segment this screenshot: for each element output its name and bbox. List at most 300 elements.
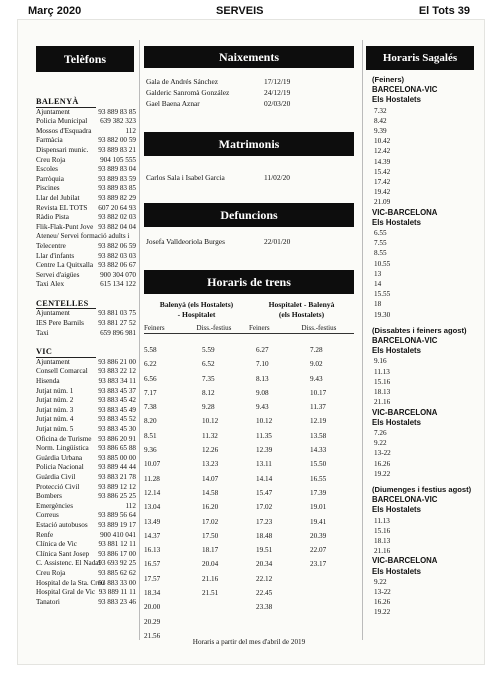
entry-name: Hospital Gral de Vic <box>36 588 96 597</box>
train-time: 23.17 <box>310 560 327 569</box>
train-time: 9.43 <box>256 403 269 412</box>
train-time: 13.23 <box>202 460 219 469</box>
route-name: VIC-BARCELONA <box>372 407 438 417</box>
entry-name: Ateneu/ Servei formació adults i <box>36 232 130 241</box>
entry-number: 93 889 12 12 <box>98 482 136 491</box>
entry-name: Guàrdia Urbana <box>36 453 83 462</box>
train-time: 6.52 <box>202 360 215 369</box>
phone-entry <box>36 569 136 579</box>
phone-entry <box>36 204 136 214</box>
entry-number: 93 889 83 85 <box>98 184 136 193</box>
phone-entry <box>36 194 136 204</box>
bus-time: 14.39 <box>374 157 391 166</box>
train-time: 21.51 <box>202 589 219 598</box>
col-feiners-1: Feiners <box>144 324 165 332</box>
train-time: 11.37 <box>310 403 326 412</box>
phone-entry <box>36 319 136 329</box>
entry-name: Creu Roja <box>36 155 66 164</box>
train-time: 6.56 <box>144 374 157 383</box>
entry-name: Flik-Flak-Punt Jove <box>36 222 94 231</box>
entry-name: Hisenda <box>36 377 60 386</box>
route-stop: Els Hostalets <box>372 505 421 515</box>
section-heading: CENTELLES <box>36 299 96 310</box>
entry-number: 93 889 82 29 <box>98 193 136 202</box>
phone-entry <box>36 415 136 425</box>
bus-time: 7.55 <box>374 239 387 248</box>
item-date: 11/02/20 <box>264 173 291 182</box>
train-time: 14.07 <box>202 474 219 483</box>
item-date: 24/12/19 <box>264 88 291 97</box>
entry-number: 93 889 44 44 <box>98 463 136 472</box>
phone-entry <box>36 377 136 387</box>
route2-line1: Hospitalet - Balenyà <box>268 300 335 309</box>
phone-directory <box>36 92 136 607</box>
train-time: 5.58 <box>144 346 157 354</box>
train-time: 7.35 <box>202 374 215 383</box>
item-date: 02/03/20 <box>264 99 291 108</box>
phone-entry <box>36 454 136 464</box>
entry-name: Guàrdia Civil <box>36 472 76 481</box>
entry-number: 93 886 21 00 <box>98 357 136 366</box>
entry-name: C. Assistenc. El Nadal <box>36 559 101 568</box>
train-time: 19.01 <box>310 503 327 512</box>
train-time: 10.17 <box>310 388 327 397</box>
list-item <box>146 236 324 247</box>
sagales-title: Horaris Sagalés <box>366 46 474 70</box>
entry-name: Jutjat núm. 3 <box>36 405 74 414</box>
item-date: 22/01/20 <box>264 237 291 246</box>
train-time: 17.02 <box>256 503 273 512</box>
route-stop: Els Hostalets <box>372 95 421 105</box>
train-time: 11.35 <box>256 431 272 440</box>
day-type: (Diumenges i festius agost) <box>372 484 472 494</box>
entry-number: 93 883 34 11 <box>98 377 136 386</box>
route2-line2: (els Hostalets) <box>278 310 325 319</box>
section-heading: VIC <box>36 347 96 358</box>
entry-name: Servei d'aigües <box>36 270 80 279</box>
phone-entry <box>36 232 136 242</box>
train-time: 9.36 <box>144 446 157 455</box>
col-festius-2: Diss.-festius <box>301 324 337 332</box>
route-name: BARCELONA-VIC <box>372 495 438 505</box>
train-time: 14.33 <box>310 446 327 455</box>
train-time: 12.26 <box>202 446 219 455</box>
bus-time: 8.42 <box>374 116 387 125</box>
train-time: 17.02 <box>202 517 219 526</box>
entry-number: 93 882 06 67 <box>98 261 136 270</box>
entry-name: Telecentre <box>36 241 66 250</box>
train-time: 14.58 <box>202 488 219 497</box>
train-time: 17.50 <box>202 531 219 540</box>
train-time: 12.14 <box>144 488 161 497</box>
defuncions-title: Defuncions <box>144 203 354 227</box>
train-time: 13.04 <box>144 503 161 512</box>
entry-name: Ajuntament <box>36 107 70 116</box>
entry-name: Centre La Quitxalla <box>36 261 94 270</box>
phone-entry <box>36 108 136 118</box>
train-time: 21.56 <box>144 631 161 640</box>
route-stop: Els Hostalets <box>372 346 421 356</box>
train-time: 20.34 <box>256 560 273 569</box>
entry-number: 93 882 06 59 <box>98 241 136 250</box>
matrimonis-list <box>146 172 324 183</box>
phone-entry <box>36 521 136 531</box>
route-name: VIC-BARCELONA <box>372 556 438 566</box>
train-time: 8.13 <box>256 374 269 383</box>
train-time: 8.20 <box>144 417 157 426</box>
train-header <box>144 300 354 334</box>
train-time: 17.39 <box>310 488 327 497</box>
bus-time: 9.22 <box>374 577 387 586</box>
bus-time: 10.42 <box>374 137 391 146</box>
list-item <box>146 172 324 183</box>
phone-entry <box>36 511 136 521</box>
entry-name: Correus <box>36 511 59 520</box>
entry-name: Emergències <box>36 501 73 510</box>
train-time: 17.57 <box>144 574 161 583</box>
entry-number: 93 881 03 75 <box>98 309 136 318</box>
bus-time: 8.55 <box>374 249 387 258</box>
bus-time: 10.55 <box>374 259 391 268</box>
train-time: 13.58 <box>310 431 327 440</box>
entry-number: 639 382 323 <box>100 117 136 126</box>
entry-number: 93 886 65 88 <box>98 444 136 453</box>
phone-entry <box>36 146 136 156</box>
train-time: 12.19 <box>310 417 327 426</box>
naixements-list <box>146 76 324 109</box>
item-name: Gael Baena Aznar <box>146 99 200 108</box>
phone-entry <box>36 559 136 569</box>
entry-number: 900 410 041 <box>100 530 136 539</box>
day-type: (Dissabtes i feiners agost) <box>372 325 467 335</box>
entry-number: 93 883 23 46 <box>98 597 136 606</box>
entry-number: 93 882 00 59 <box>98 136 136 145</box>
entry-name: Creu Roja <box>36 568 66 577</box>
item-name: Josefa Valldeoriola Burges <box>146 237 225 246</box>
entry-number: 93 882 02 03 <box>98 213 136 222</box>
col-festius-1: Diss.-festius <box>196 324 232 332</box>
bus-time: 9.22 <box>374 439 387 448</box>
bus-time: 15.42 <box>374 167 391 176</box>
entry-name: Escoles <box>36 165 58 174</box>
route-name: BARCELONA-VIC <box>372 336 438 346</box>
bus-time: 14 <box>374 280 382 289</box>
entry-name: Parròquia <box>36 174 64 183</box>
entry-name: Revista EL TOTS <box>36 203 88 212</box>
phone-entry <box>36 598 136 608</box>
entry-number: 93 883 22 12 <box>98 367 136 376</box>
matrimonis-title: Matrimonis <box>144 132 354 156</box>
phone-entry <box>36 483 136 493</box>
phone-entry <box>36 136 136 146</box>
train-time: 16.13 <box>144 546 161 555</box>
bus-time: 7.32 <box>374 106 387 115</box>
list-item <box>146 87 324 98</box>
bus-time: 21.16 <box>374 398 391 407</box>
entry-name: Hospital de la Sta. Creu <box>36 578 105 587</box>
entry-number: 93 889 83 85 <box>98 107 136 116</box>
train-time: 5.59 <box>202 346 215 354</box>
phone-entry <box>36 492 136 502</box>
bus-time: 19.42 <box>374 188 391 197</box>
train-time: 6.27 <box>256 346 269 354</box>
entry-number: 900 304 070 <box>100 270 136 279</box>
entry-number: 93 881 12 11 <box>98 540 136 549</box>
bus-time: 13 <box>374 269 382 278</box>
entry-number: 93 885 62 62 <box>98 568 136 577</box>
section-name: SERVEIS <box>216 5 264 17</box>
bus-time: 19.22 <box>374 608 391 617</box>
item-name: Gala de Andrés Sánchez <box>146 77 219 86</box>
entry-name: Norm. Lingüística <box>36 444 89 453</box>
entry-number: 93 886 17 00 <box>98 549 136 558</box>
entry-name: Dispensari munic. <box>36 145 89 154</box>
train-time: 7.38 <box>144 403 157 412</box>
phone-entry <box>36 502 136 512</box>
phone-entry <box>36 280 136 290</box>
train-time: 7.10 <box>256 360 269 369</box>
train-time: 22.12 <box>256 574 273 583</box>
phone-entry <box>36 213 136 223</box>
train-time: 16.55 <box>310 474 327 483</box>
train-time: 10.12 <box>202 417 219 426</box>
phone-entry <box>36 242 136 252</box>
phone-entry <box>36 261 136 271</box>
bus-time: 15.16 <box>374 377 391 386</box>
entry-name: Bombers <box>36 492 62 501</box>
entry-name: Protecció Civil <box>36 482 80 491</box>
bus-time: 13-22 <box>374 587 391 596</box>
entry-name: Piscines <box>36 184 60 193</box>
phone-entry <box>36 463 136 473</box>
bus-time: 18 <box>374 300 382 309</box>
train-time: 16.57 <box>144 560 161 569</box>
bus-time: 11.13 <box>374 367 390 376</box>
phone-entry <box>36 425 136 435</box>
bus-time: 9.16 <box>374 357 387 366</box>
train-time: 13.11 <box>256 460 272 469</box>
train-time: 10.07 <box>144 460 161 469</box>
bus-time: 19.22 <box>374 469 391 478</box>
entry-number: 112 <box>125 501 136 510</box>
entry-name: Jutjat núm. 4 <box>36 415 74 424</box>
phone-entry <box>36 444 136 454</box>
train-time: 20.04 <box>202 560 219 569</box>
column-divider <box>362 40 363 640</box>
entry-name: Llar d'infants <box>36 251 75 260</box>
phone-entry <box>36 223 136 233</box>
entry-name: Tanatori <box>36 597 60 606</box>
phone-entry <box>36 309 136 319</box>
defuncions-list <box>146 236 324 247</box>
route1-line1: Balenyà (els Hostalets) <box>159 300 234 309</box>
train-time: 7.17 <box>144 388 157 397</box>
phone-entry <box>36 579 136 589</box>
bus-time: 16.26 <box>374 598 391 607</box>
train-time: 9.08 <box>256 388 269 397</box>
train-time: 8.12 <box>202 388 215 397</box>
entry-number: 93 889 83 04 <box>98 165 136 174</box>
train-time: 22.45 <box>256 589 273 598</box>
list-item <box>146 98 324 109</box>
item-name: Carlos Sala i Isabel Garcia <box>146 173 225 182</box>
entry-number: 93 883 33 00 <box>98 578 136 587</box>
issue-date: Març 2020 <box>28 5 82 17</box>
entry-name: Ajuntament <box>36 357 70 366</box>
train-time: 19.41 <box>310 517 327 526</box>
entry-name: Farmàcia <box>36 136 63 145</box>
entry-name: Ajuntament <box>36 309 70 318</box>
entry-number: 93 882 04 04 <box>98 222 136 231</box>
train-time: 9.43 <box>310 374 323 383</box>
train-time: 12.39 <box>256 446 273 455</box>
train-column <box>310 343 326 572</box>
item-date: 17/12/19 <box>264 77 291 86</box>
train-time: 20.39 <box>310 531 327 540</box>
entry-number <box>96 232 136 242</box>
bus-time: 15.55 <box>374 290 391 299</box>
page-header <box>18 2 484 20</box>
train-column <box>256 343 272 615</box>
phone-entry <box>36 175 136 185</box>
phone-entry <box>36 117 136 127</box>
train-time: 7.28 <box>310 346 323 354</box>
col-feiners-2: Feiners <box>249 324 270 332</box>
bus-time: 9.39 <box>374 127 387 136</box>
train-time: 15.47 <box>256 488 273 497</box>
bus-time: 17.42 <box>374 178 391 187</box>
bus-time: 19.30 <box>374 310 391 319</box>
telefons-title: Telèfons <box>36 46 134 72</box>
phone-entry <box>36 156 136 166</box>
entry-name: Llar del Jubilat <box>36 193 80 202</box>
train-time: 16.20 <box>202 503 219 512</box>
entry-number: 93 883 45 37 <box>98 386 136 395</box>
phone-entry <box>36 329 136 339</box>
entry-number: 615 134 122 <box>100 280 136 289</box>
entry-number: 93 693 92 25 <box>98 559 136 568</box>
entry-name: Jutjat núm. 5 <box>36 425 74 433</box>
train-time: 21.16 <box>202 574 219 583</box>
bus-timetable <box>372 75 472 618</box>
phone-entry <box>36 550 136 560</box>
phone-entry <box>36 396 136 406</box>
entry-number: 659 896 981 <box>100 328 136 337</box>
train-time: 9.02 <box>310 360 323 369</box>
phone-entry <box>36 531 136 541</box>
entry-number: 93 883 45 52 <box>98 415 136 424</box>
entry-name: Taxi Alex <box>36 280 65 289</box>
magazine-page: El Tots 39 <box>418 5 470 17</box>
phone-entry <box>36 271 136 281</box>
train-time: 18.17 <box>202 546 219 555</box>
naixements-title: Naixements <box>144 46 354 68</box>
train-column <box>202 343 218 600</box>
train-time: 8.51 <box>144 431 157 440</box>
entry-number: 93 883 45 30 <box>98 425 136 433</box>
entry-number: 93 883 45 49 <box>98 405 136 414</box>
phone-entry <box>36 540 136 550</box>
entry-name: Policia Nacional <box>36 463 84 472</box>
entry-name: IES Pere Barnils <box>36 319 84 328</box>
train-time: 18.34 <box>144 589 161 598</box>
entry-number: 93 881 27 52 <box>98 319 136 328</box>
entry-name: Taxi <box>36 328 49 337</box>
train-time: 9.28 <box>202 403 215 412</box>
column-divider <box>139 40 140 640</box>
entry-number: 93 889 19 17 <box>98 520 136 529</box>
bus-time: 21.09 <box>374 198 391 207</box>
entry-number: 93 886 20 91 <box>98 434 136 443</box>
phone-entry <box>36 406 136 416</box>
entry-name: Policia Municipal <box>36 117 88 126</box>
train-time: 14.37 <box>144 531 161 540</box>
entry-name: Clínica Sant Josep <box>36 549 90 558</box>
route1-line2: - Hospitalet <box>177 310 216 319</box>
bus-time: 15.16 <box>374 526 391 535</box>
phone-entry <box>36 435 136 445</box>
day-type: (Feiners) <box>372 75 405 84</box>
entry-number: 93 889 83 21 <box>98 145 136 154</box>
entry-name: Estació autobusos <box>36 520 88 529</box>
entry-number: 112 <box>125 126 136 135</box>
section-heading: BALENYÀ <box>36 97 96 108</box>
route-stop: Els Hostalets <box>372 566 421 576</box>
bus-time: 18.13 <box>374 388 391 397</box>
entry-number: 93 889 56 64 <box>98 511 136 520</box>
train-time: 6.22 <box>144 360 157 369</box>
entry-name: Renfe <box>36 530 54 539</box>
train-time: 18.48 <box>256 531 273 540</box>
train-time: 11.28 <box>144 474 160 483</box>
train-column <box>144 343 160 643</box>
entry-name: Oficina de Turisme <box>36 434 92 443</box>
entry-name: Ràdio Pista <box>36 213 69 222</box>
entry-number: 93 883 21 78 <box>98 472 136 481</box>
entry-name: Jutjat núm. 1 <box>36 386 74 395</box>
entry-number: 93 885 00 00 <box>98 453 136 462</box>
route-name: VIC-BARCELONA <box>372 207 438 217</box>
train-time: 14.14 <box>256 474 273 483</box>
bus-time: 18.13 <box>374 536 391 545</box>
route-name: BARCELONA-VIC <box>372 85 438 95</box>
entry-number: 607 20 64 93 <box>98 203 136 212</box>
entry-number: 93 886 25 25 <box>98 492 136 501</box>
train-time: 22.07 <box>310 546 327 555</box>
train-time: 13.49 <box>144 517 161 526</box>
route-stop: Els Hostalets <box>372 417 421 427</box>
entry-number: 93 889 83 59 <box>98 174 136 183</box>
entry-name: Jutjat núm. 2 <box>36 396 74 405</box>
bus-time: 11.13 <box>374 516 390 525</box>
entry-number: 93 883 45 42 <box>98 396 136 405</box>
route-stop: Els Hostalets <box>372 217 421 227</box>
bus-time: 16.26 <box>374 459 391 468</box>
entry-name: Clínica de Vic <box>36 540 77 549</box>
entry-number: 93 882 03 03 <box>98 251 136 260</box>
phone-entry <box>36 367 136 377</box>
list-item <box>146 76 324 87</box>
entry-name: Consell Comarcal <box>36 367 88 376</box>
train-time: 11.32 <box>202 431 218 440</box>
phone-entry <box>36 127 136 137</box>
phone-entry <box>36 165 136 175</box>
phone-entry <box>36 588 136 598</box>
bus-time: 6.55 <box>374 229 387 238</box>
train-time: 17.23 <box>256 517 273 526</box>
bus-time: 12.42 <box>374 147 391 156</box>
trens-title: Horaris de trens <box>144 270 354 294</box>
